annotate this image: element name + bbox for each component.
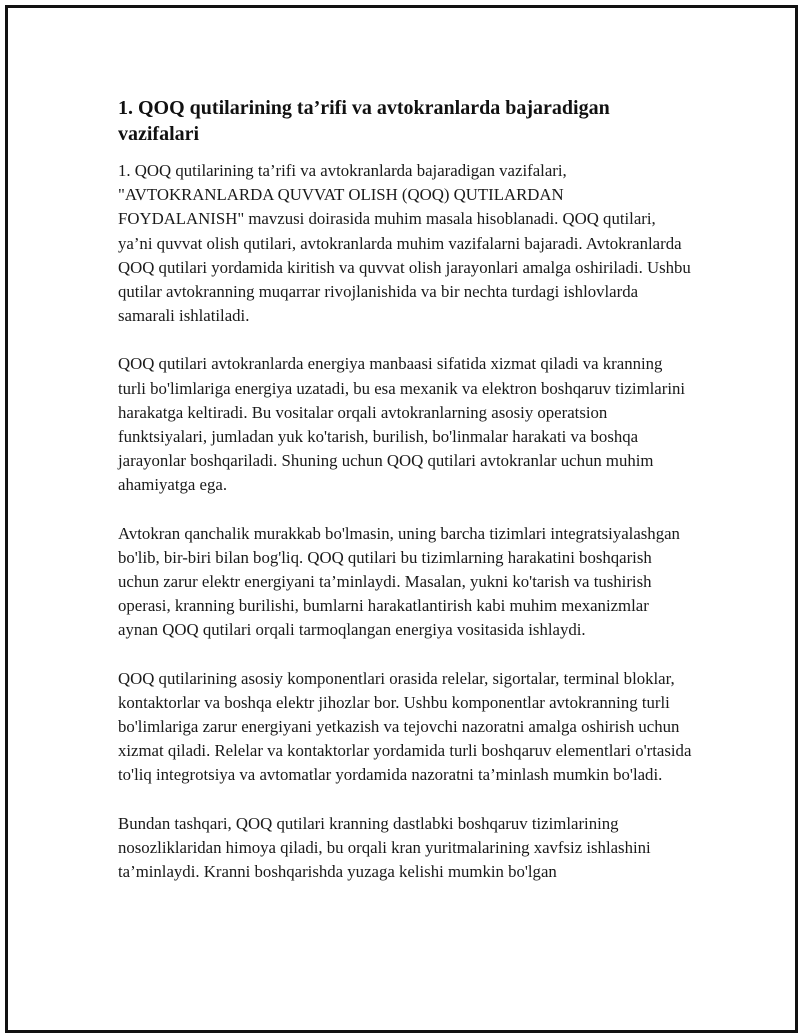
- paragraph-4: QOQ qutilarining asosiy komponentlari orasida relelar, sigortalar, terminal bloklar, kontaktorlar va boshqa elektr jihozlar bor. Ushbu komponentlar avtokranning turli bo'limlariga zarur energiyani yetkazish va tejovchi nazoratni amalga oshirish uchun xizmat qiladi. Relelar va kontaktorlar yordamida turli boshqaruv elementlari o'rtasida to'liq integrotsiya va avtomatlar yordamida nazoratni ta’minlash mumkin bo'ladi.: [118, 668, 692, 785]
- document-title: 1. QOQ qutilarining ta’rifi va avtokranlarda bajaradigan vazifalari: [118, 97, 610, 145]
- paragraph-2: QOQ qutilari avtokranlarda energiya manbaasi sifatida xizmat qiladi va kranning turli bo'limlariga energiya uzatadi, bu esa mexanik va elektron boshqaruv tizimlarini harakatga keltiradi. Bu vositalar orqali avtokranlarning asosiy operatsion funktsiyalari, jumladan yuk ko'tarish, burilish, bo'linmalar harakati va boshqa jarayonlar boshqariladi. Shuning uchun QOQ qutilari avtokranlar uchun muhim ahamiyatga ega.: [118, 354, 686, 495]
- paragraph-1: 1. QOQ qutilarining ta’rifi va avtokranlarda bajaradigan vazifalari, "AVTOKRANLARDA QUVVAT OLISH (QOQ) QUTILARDAN FOYDALANISH" mavzusi doirasida muhim masala hisoblanadi. QOQ qutilari, ya’ni quvvat olish qutilari, avtokranlarda muhim vazifalarni bajaradi. Avtokranlarda QOQ qutilari yordamida kiritish va quvvat olish jarayonlari amalga oshiriladi. Ushbu qutilar avtokranning muqarrar rivojlanishida va bir nechta turdagi ishlovlarda samarali ishlatiladi.: [118, 161, 691, 326]
- document-body: [118, 95, 693, 908]
- paragraph-5: Bundan tashqari, QOQ qutilari kranning dastlabki boshqaruv tizimlarining nosozliklaridan himoya qiladi, bu orqali kran yuritmalarining xavfsiz ishlashini ta’minlaydi. Kranni boshqarishda yuzaga kelishi mumkin bo'lgan: [118, 813, 651, 882]
- paragraph-3: Avtokran qanchalik murakkab bo'lmasin, uning barcha tizimlari integratsiyalashgan bo'lib, bir-biri bilan bog'liq. QOQ qutilari bu tizimlarning harakatini boshqarish uchun zarur elektr energiyani ta’minlaydi. Masalan, yukni ko'tarish va tushirish operasi, kranning burilishi, bumlarni harakatlantirish kabi muhim mexanizmlar aynan QOQ qutilari orqali tarmoqlangan energiya vositasida ishlaydi.: [118, 523, 680, 640]
